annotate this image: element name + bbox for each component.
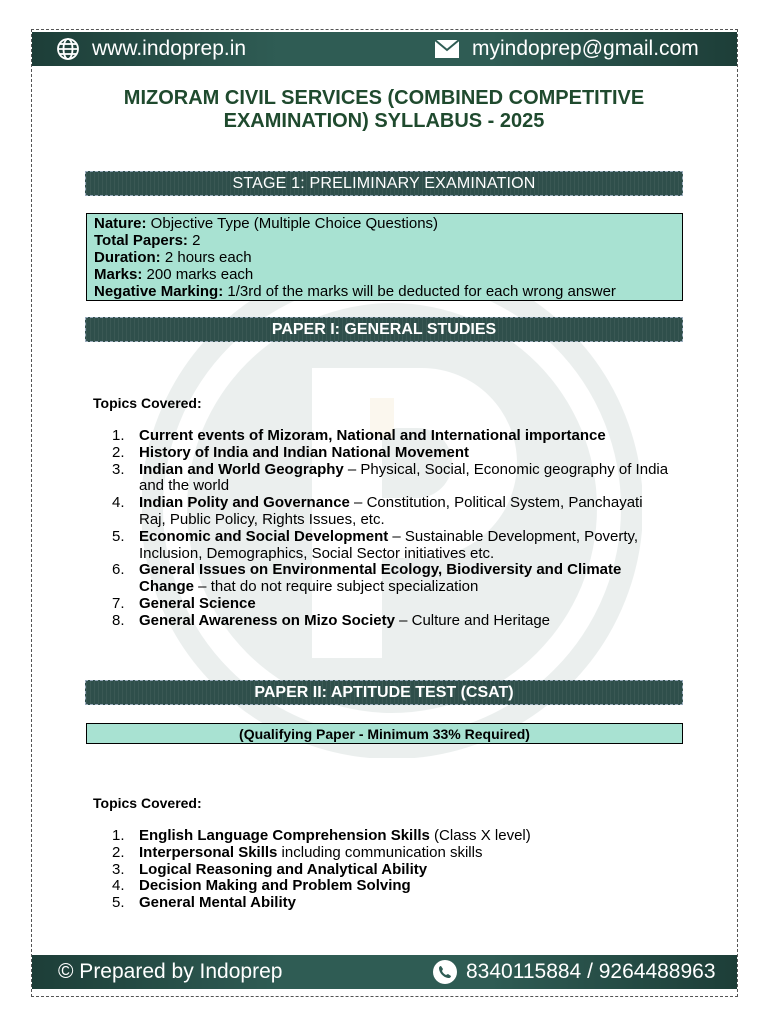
item-description: – Culture and Heritage <box>394 611 551 629</box>
paper-1-heading: PAPER I: GENERAL STUDIES <box>85 317 683 342</box>
detail-total-papers <box>94 232 675 249</box>
item-title: General Mental Ability <box>139 894 296 912</box>
detail-value: 2 <box>187 232 201 249</box>
item-description: including communication skills <box>277 843 483 861</box>
item-number: 2. <box>112 443 125 461</box>
list-item <box>112 613 672 630</box>
detail-label: Duration: <box>94 249 161 266</box>
detail-value: Objective Type (Multiple Choice Questions) <box>146 215 439 232</box>
item-number: 4. <box>112 877 125 895</box>
list-item <box>112 495 672 529</box>
item-number: 8. <box>112 611 125 629</box>
title-line-1: MIZORAM CIVIL SERVICES (COMBINED COMPETITIVE <box>123 87 645 109</box>
detail-label: Nature: <box>94 215 147 232</box>
phone-contact[interactable] <box>432 959 716 985</box>
paper-1-topic-list <box>112 428 672 630</box>
item-number: 3. <box>112 460 125 478</box>
item-title: English Language Comprehension Skills <box>139 827 430 844</box>
detail-negative-marking <box>94 283 675 300</box>
list-item <box>112 428 672 445</box>
phone-icon <box>432 959 458 985</box>
item-title: General Awareness on Mizo Society <box>139 611 395 629</box>
detail-duration <box>94 249 675 266</box>
email-link[interactable]: myindoprep@gmail.com <box>472 37 699 60</box>
paper-2-topic-list <box>112 828 672 912</box>
list-item <box>112 596 672 613</box>
item-number: 3. <box>112 860 125 878</box>
item-title: Logical Reasoning and Analytical Ability <box>139 860 428 878</box>
detail-label: Total Papers: <box>94 232 188 249</box>
prepared-by <box>58 960 282 984</box>
paper-1-topics-label: Topics Covered: <box>93 395 202 411</box>
list-item <box>112 462 672 496</box>
header-bar <box>32 32 737 66</box>
list-item <box>112 562 672 596</box>
list-item <box>112 445 672 462</box>
item-number: 6. <box>112 561 125 579</box>
envelope-icon <box>434 39 460 59</box>
phone-numbers[interactable]: 8340115884 / 9264488963 <box>466 960 716 983</box>
item-title: History of India and Indian National Movement <box>139 443 470 461</box>
item-title: Decision Making and Problem Solving <box>139 877 411 895</box>
item-title: Economic and Social Development <box>139 527 389 545</box>
item-number: 5. <box>112 527 125 545</box>
list-item <box>112 828 672 845</box>
qualifying-note: (Qualifying Paper - Minimum 33% Required) <box>86 723 683 744</box>
title-line-2: EXAMINATION) SYLLABUS - 2025 <box>223 110 545 132</box>
list-item <box>112 862 672 879</box>
list-item <box>112 895 672 912</box>
prepared-by-text: © Prepared by Indoprep <box>58 960 283 983</box>
item-number: 1. <box>112 827 125 844</box>
item-description: – Physical, Social, Economic geography of India and the world <box>139 460 669 495</box>
item-title: Interpersonal Skills <box>139 843 278 861</box>
item-number: 7. <box>112 594 125 612</box>
list-item <box>112 529 672 563</box>
exam-details-box <box>86 213 683 301</box>
detail-label: Marks: <box>94 266 143 283</box>
item-title: Indian Polity and Governance <box>139 494 350 512</box>
item-title: General Science <box>139 594 256 612</box>
item-title: Indian and World Geography <box>139 460 344 478</box>
detail-nature <box>94 215 675 232</box>
paper-2-topics-label: Topics Covered: <box>93 795 202 811</box>
list-item <box>112 878 672 895</box>
detail-label: Negative Marking: <box>94 283 224 300</box>
item-description: – Constitution, Political System, Panchayati Raj, Public Policy, Rights Issues, etc. <box>139 494 643 528</box>
document-title <box>80 87 688 133</box>
item-number: 4. <box>112 494 125 512</box>
stage-1-heading: STAGE 1: PRELIMINARY EXAMINATION <box>85 171 683 196</box>
item-number: 5. <box>112 894 125 912</box>
detail-value: 200 marks each <box>142 266 254 283</box>
website-link[interactable]: www.indoprep.in <box>92 37 247 60</box>
list-item <box>112 845 672 862</box>
item-number: 2. <box>112 843 125 861</box>
item-number: 1. <box>112 427 125 444</box>
item-description: (Class X level) <box>429 827 531 844</box>
item-title: Current events of Mizoram, National and International importance <box>139 427 606 444</box>
website-contact[interactable] <box>56 37 246 61</box>
detail-value: 1/3rd of the marks will be deducted for each wrong answer <box>223 283 616 300</box>
detail-value: 2 hours each <box>160 249 252 266</box>
item-description: – that do not require subject specialization <box>194 578 479 596</box>
item-description: – Sustainable Development, Poverty, Inclusion, Demographics, Social Sector initiatives etc. <box>139 527 639 562</box>
detail-marks <box>94 266 675 283</box>
email-contact[interactable] <box>434 37 699 61</box>
item-title: General Issues on Environmental Ecology, Biodiversity and Climate Change <box>139 561 622 596</box>
globe-icon <box>56 37 80 61</box>
paper-2-heading: PAPER II: APTITUDE TEST (CSAT) <box>85 680 683 705</box>
footer-bar <box>32 955 737 989</box>
